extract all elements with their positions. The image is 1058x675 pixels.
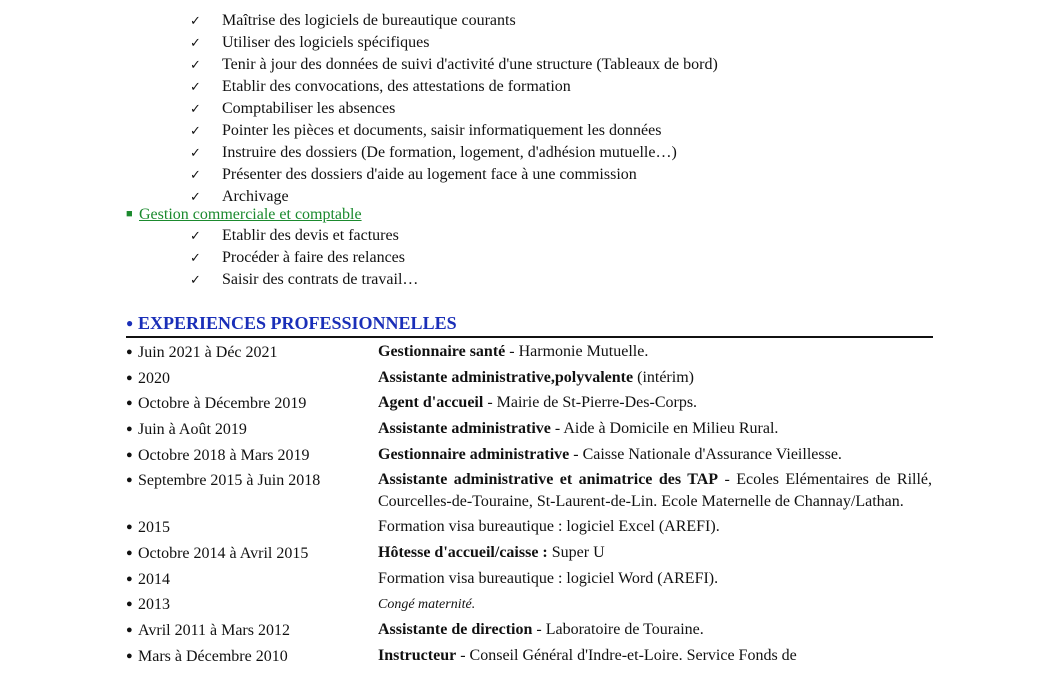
bullet-icon: ● [126,397,133,410]
bullet-icon: ● [126,623,133,636]
commercial-skills-heading: ■ Gestion commerciale et comptable [126,203,362,225]
experience-date: 2014 [138,570,170,588]
experience-row [126,469,932,513]
experience-title: Assistante administrative,polyvalente [378,368,634,386]
experience-detail: Formation visa bureautique : logiciel Excel (AREFI). [378,518,720,536]
bullet-icon: ■ [126,208,133,220]
list-item: ✓ Présenter des dossiers d'aide au logement face à une commission [190,164,718,186]
experience-detail: - Ecoles Elémentaires de Rillé, Courcelles-de-Touraine, St-Laurent-de-Lin. Ecole Maternelle de Channay/Lathan. [378,471,933,511]
bullet-icon: ● [126,423,133,436]
bullet-icon: ● [126,546,133,559]
bullet-icon: ● [126,346,133,358]
list-item: ✓ Utiliser des logiciels spécifiques [190,32,718,54]
experience-detail: - Aide à Domicile en Milieu Rural. [550,420,779,438]
experience-title: Hôtesse d'accueil/caisse : [378,543,548,561]
experience-detail: - Laboratoire de Touraine. [532,620,704,638]
bullet-icon: ● [126,448,133,461]
experience-date: 2020 [138,369,170,387]
experience-title: Congé maternité. [378,597,476,613]
experience-row [126,516,932,539]
experience-title: Assistante de direction [378,620,533,638]
checkmark-icon: ✓ [190,251,201,266]
checkmark-icon: ✓ [190,168,201,183]
checkmark-icon: ✓ [190,190,201,205]
experience-date: Mars à Décembre 2010 [138,647,288,665]
admin-skills-list [190,0,718,208]
experience-title: Assistante administrative [378,420,551,438]
experience-row [126,568,932,591]
list-item: ✓ Saisir des contrats de travail… [190,269,418,291]
list-item: ✓ Archivage [190,186,718,208]
checkmark-icon: ✓ [190,102,201,117]
list-item: ✓ Maîtrise des logiciels de bureautique courants [190,10,718,32]
experience-detail: - Caisse Nationale d'Assurance Vieillesse. [569,445,842,463]
experiences-section-title: ● EXPERIENCES PROFESSIONNELLES [126,310,933,338]
experience-row [126,645,932,668]
experience-detail: (intérim) [633,368,694,386]
experience-date: Octobre à Décembre 2019 [138,395,307,413]
experience-row [126,593,932,616]
experience-date: Juin à Août 2019 [138,421,247,439]
list-item: ✓ Pointer les pièces et documents, saisir informatiquement les données [190,120,718,142]
experience-title: Instructeur [378,646,457,664]
experience-title: Gestionnaire administrative [378,445,570,463]
experience-row [126,444,932,467]
experience-detail: - Conseil Général d'Indre-et-Loire. Service Fonds de [456,646,797,664]
experience-date: Octobre 2014 à Avril 2015 [138,544,309,562]
checkmark-icon: ✓ [190,273,201,288]
checkmark-icon: ✓ [190,36,201,51]
list-item: ✓ Instruire des dossiers (De formation, logement, d'adhésion mutuelle…) [190,142,718,164]
bullet-icon: ● [126,572,133,585]
checkmark-icon: ✓ [190,14,201,29]
experience-detail: - Mairie de St-Pierre-Des-Corps. [483,394,698,412]
experience-date: Juin 2021 à Déc 2021 [138,344,278,361]
bullet-icon: ● [126,521,133,534]
experience-date: Avril 2011 à Mars 2012 [138,621,290,639]
bullet-icon: ● [126,316,134,330]
checkmark-icon: ✓ [190,58,201,73]
experience-list [126,341,932,670]
list-item: ✓ Comptabiliser les absences [190,98,718,120]
experience-detail: Super U [547,543,605,561]
checkmark-icon: ✓ [190,146,201,161]
checkmark-icon: ✓ [190,229,201,244]
experience-title: Gestionnaire santé [378,343,506,360]
checkmark-icon: ✓ [190,124,201,139]
experience-detail: Formation visa bureautique : logiciel Word (AREFI). [378,569,719,587]
experience-detail: - Harmonie Mutuelle. [505,343,649,360]
experience-date: 2015 [138,519,170,537]
bullet-icon: ● [126,371,133,384]
experience-date: Octobre 2018 à Mars 2019 [138,446,310,464]
commercial-skills-list [190,225,418,291]
bullet-icon: ● [126,474,133,487]
experience-row [126,619,932,642]
bullet-icon: ● [126,649,133,662]
experience-row [126,392,932,415]
list-item: ✓ Tenir à jour des données de suivi d'activité d'une structure (Tableaux de bord) [190,54,718,76]
experience-title: Agent d'accueil [378,394,484,412]
list-item: ✓ Etablir des convocations, des attestations de formation [190,76,718,98]
experience-row [126,542,932,565]
experience-row [126,418,932,441]
experience-date: Septembre 2015 à Juin 2018 [138,472,321,490]
list-item: ✓ Etablir des devis et factures [190,225,418,247]
list-item: ✓ Procéder à faire des relances [190,247,418,269]
experience-date: 2013 [138,596,170,614]
checkmark-icon: ✓ [190,80,201,95]
experience-title: Assistante administrative et animatrice des TAP [378,471,719,489]
experience-row [126,367,932,390]
bullet-icon: ● [126,598,133,611]
experience-row [126,341,932,364]
